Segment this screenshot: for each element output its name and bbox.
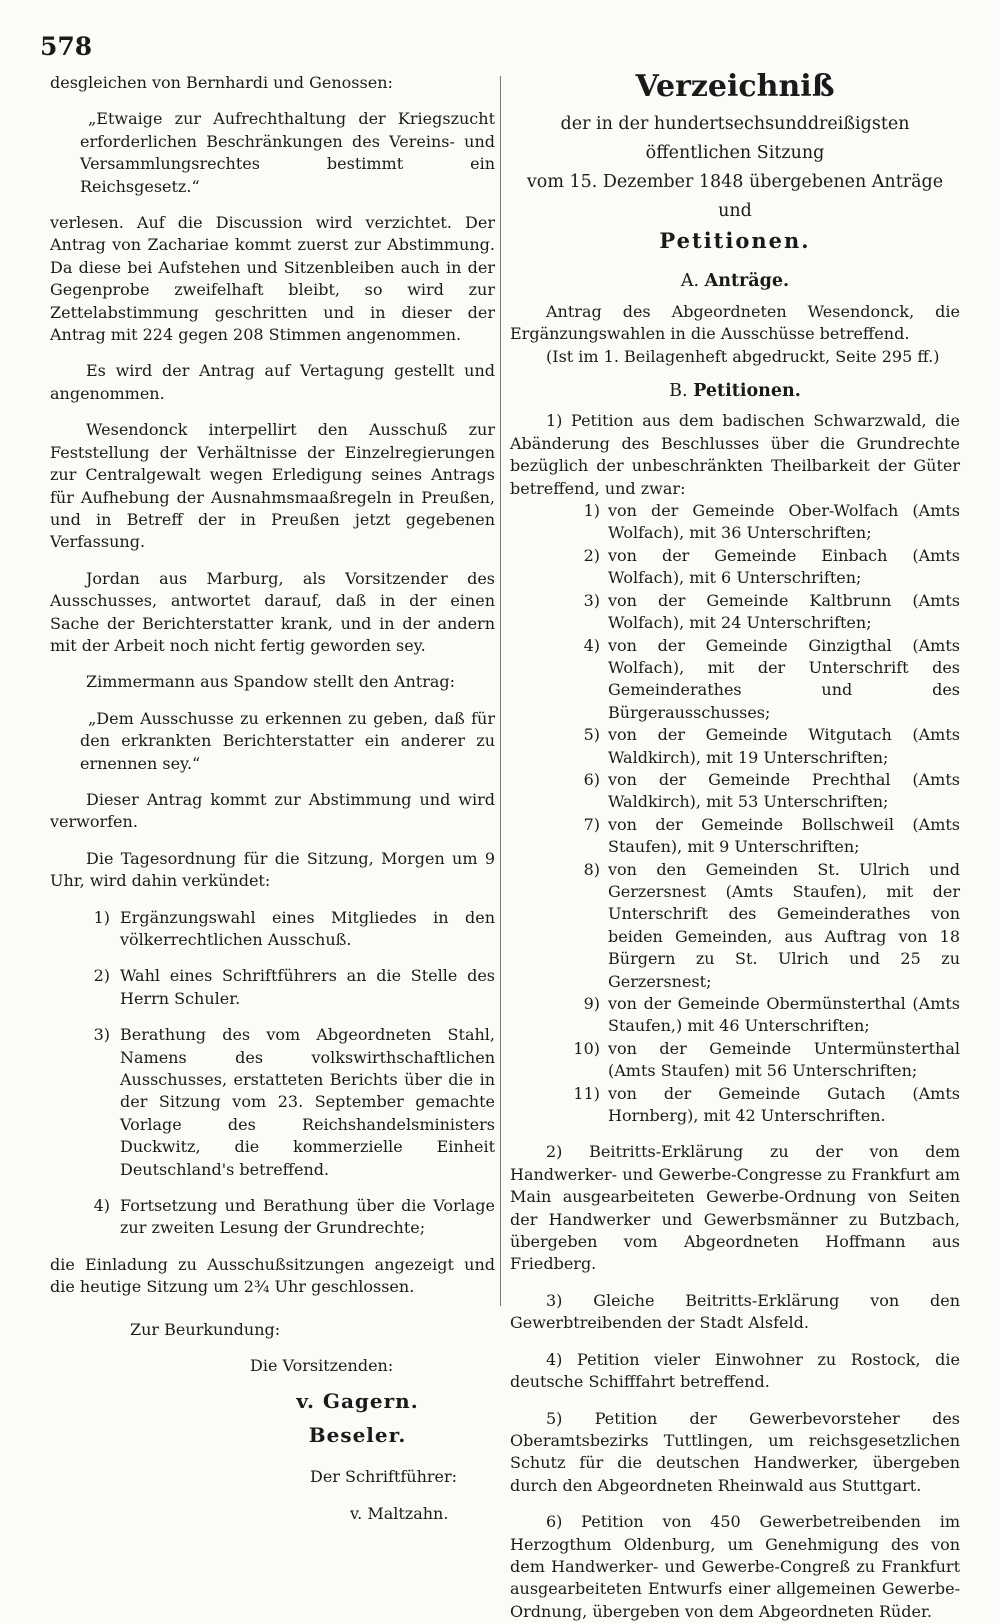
petition-4: 4) Petition vieler Einwohner zu Rostock, die deutsche Schifffahrt betreffend. <box>510 1349 960 1392</box>
left-column <box>50 72 495 1525</box>
item-number: 11) <box>573 1083 600 1103</box>
paragraph-zimmermann: Zimmermann aus Spandow stellt den Antrag: <box>86 672 456 692</box>
section-b-heading <box>510 380 960 402</box>
agenda-text: Berathung des vom Abgeordneten Stahl, Namens des volkswirthschaftlichen Ausschusses, erstatteten Berichts über die in der Sitzung vom 23. September gemachte Vorlage des Reichshandelsministers Duckwitz, die kommerzielle Einheit Deutschland's betreffend. <box>120 1025 495 1179</box>
item-text: von der Gemeinde Ginzigthal (Amts Wolfach), mit der Unterschrift des Gemeinderathes und des Bürgerausschusses; <box>608 635 960 722</box>
item-number: 6) <box>583 769 600 789</box>
item-text: von der Gemeinde Bollschweil (Amts Staufen), mit 9 Unterschriften; <box>608 814 960 857</box>
item-number: 9) <box>583 994 600 1013</box>
item-text: von der Gemeinde Ober-Wolfach (Amts Wolfach), mit 36 Unterschriften; <box>608 501 960 543</box>
petition-1-item <box>510 993 960 1038</box>
item-text: von der Gemeinde Einbach (Amts Wolfach), mit 6 Unterschriften; <box>608 545 960 588</box>
petition-5: 5) Petition der Gewerbevorsteher des Oberamtsbezirks Tuttlingen, um reichsgesetzlichen Schutz für die deutschen Handwerker, übergeben durch den Abgeordneten Rheinwald aus Stuttgart. <box>510 1408 960 1495</box>
agenda-text: Wahl eines Schriftführers an die Stelle des Herrn Schuler. <box>120 966 495 1008</box>
title-line-1: der in der hundertsechsunddreißigsten öffentlichen Sitzung <box>560 114 910 164</box>
paragraph-wesendonck: Wesendonck interpellirt den Ausschuß zur Feststellung der Verhältnisse der Einzelregierungen zur Centralgewalt wegen Erledigung seines Antrags für Aufhebung der Ausnahmsmaaßregeln in Preußen, und in Betreff der in Preußen jetzt gegebenen Verfassung. <box>50 420 495 552</box>
item-text: von der Gemeinde Gutach (Amts Hornberg), mit 42 Unterschriften. <box>608 1083 960 1126</box>
item-number: 7) <box>583 814 600 834</box>
agenda-item <box>50 907 495 952</box>
chair-gagern: v. Gagern. <box>296 1388 419 1413</box>
agenda-number: 4) <box>93 1196 110 1216</box>
column-divider <box>500 76 501 1306</box>
item-text: von der Gemeinde Kaltbrunn (Amts Wolfach), mit 24 Unterschriften; <box>608 590 960 633</box>
item-text: von der Gemeinde Prechthal (Amts Waldkirch), mit 53 Unterschriften; <box>608 769 960 812</box>
secretary-maltzahn: v. Maltzahn. <box>350 1503 449 1523</box>
petition-1-item <box>510 1083 960 1128</box>
agenda-item <box>50 965 495 1010</box>
quote-bernhardi: „Etwaige zur Aufrechthaltung der Kriegszucht erforderlichen Beschränkungen des Vereins- und Versammlungsrechtes bestimmt ein Reichsgesetz.“ <box>80 109 495 196</box>
paragraph-closing: die Einladung zu Ausschußsitzungen angezeigt und die heutige Sitzung um 2¾ Uhr geschlossen. <box>50 1254 495 1297</box>
agenda-text: Ergänzungswahl eines Mitgliedes in den völkerrechtlichen Ausschuß. <box>120 907 495 949</box>
item-number: 2) <box>583 545 600 565</box>
item-text: von der Gemeinde Witgutach (Amts Waldkirch), mit 19 Unterschriften; <box>608 725 960 767</box>
quote-zimmermann: „Dem Ausschusse zu erkennen zu geben, daß für den erkrankten Berichterstatter ein anderer zu ernennen sey.“ <box>80 708 495 773</box>
paragraph-adjournment: Es wird der Antrag auf Vertagung gestellt und angenommen. <box>50 361 495 403</box>
section-a-heading <box>510 270 960 292</box>
agenda-number: 1) <box>93 907 110 927</box>
petition-2: 2) Beitritts-Erklärung zu der von dem Handwerker- und Gewerbe-Congresse zu Frankfurt am Main ausgearbeiteten Gewerbe-Ordnung von Seiten der Handwerker und Gewerbsmänner zu Butzbach, übergeben vom Abgeordneten Hoffmann aus Friedberg. <box>510 1142 960 1274</box>
paragraph-agenda-intro: Die Tagesordnung für die Sitzung, Morgen um 9 Uhr, wird dahin verkündet: <box>50 848 495 891</box>
paragraph-jordan: Jordan aus Marburg, als Vorsitzender des Ausschusses, antwortet darauf, daß in der einen Sache der Berichterstatter krank, und in der andern mit der Arbeit noch nicht fertig geworden sey. <box>50 568 495 655</box>
petition-1-item <box>510 1038 960 1083</box>
antrag-text: Antrag des Abgeordneten Wesendonck, die Ergänzungswahlen in die Ausschüsse betreffend. <box>510 301 960 344</box>
section-b-label: B. <box>669 381 688 402</box>
petition-1-intro: 1) Petition aus dem badischen Schwarzwald, die Abänderung des Beschlusses über die Grundrechte bezüglich der unbeschränkten Theilbarkeit der Güter betreffend, und zwar: <box>510 411 960 498</box>
chair-beseler: Beseler. <box>308 1422 407 1447</box>
signature-intro: Zur Beurkundung: <box>130 1319 281 1339</box>
petition-1-item <box>510 769 960 814</box>
page-number: 578 <box>40 32 93 61</box>
item-text: von der Gemeinde Untermünsterthal (Amts Staufen) mit 56 Unterschriften; <box>608 1038 960 1081</box>
petition-1-item <box>510 859 960 993</box>
antrag-note: (Ist im 1. Beilagenheft abgedruckt, Seite 295 ff.) <box>546 346 940 366</box>
item-text: von der Gemeinde Obermünsterthal (Amts Staufen,) mit 46 Unterschriften; <box>608 994 960 1036</box>
petition-6: 6) Petition von 450 Gewerbetreibenden im Herzogthum Oldenburg, um Genehmigung des von dem Handwerker- und Gewerbe-Congreß zu Frankfurt ausgearbeiteten Entwurfs einer allgemeinen Gewerbe-Ordnung, übergeben von dem Abgeordneten Rüder. <box>510 1512 960 1621</box>
secretary-label: Der Schriftführer: <box>310 1467 458 1487</box>
agenda-item <box>50 1195 495 1240</box>
item-number: 3) <box>583 590 600 610</box>
title-line-2: vom 15. Dezember 1848 übergebenen Anträge und <box>526 172 944 222</box>
agenda-item <box>50 1024 495 1181</box>
item-number: 8) <box>583 859 600 879</box>
section-a-label: A. <box>680 271 700 292</box>
item-text: von den Gemeinden St. Ulrich und Gerzersnest (Amts Staufen), mit der Unterschrift des Gemeinderathes von beiden Gemeinden, aus Auftrag von 18 Bürgern zu St. Ulrich und 25 zu Gerzersnest; <box>608 859 960 991</box>
intro-line: desgleichen von Bernhardi und Genossen: <box>50 73 393 92</box>
paragraph-rejected: Dieser Antrag kommt zur Abstimmung und wird verworfen. <box>50 789 495 832</box>
item-number: 10) <box>573 1038 600 1058</box>
petition-1-item <box>510 814 960 859</box>
petition-1-item <box>510 500 960 545</box>
agenda-number: 2) <box>93 966 110 986</box>
petition-1-item <box>510 635 960 725</box>
agenda-text: Fortsetzung und Berathung über die Vorlage zur zweiten Lesung der Grundrechte; <box>120 1196 495 1238</box>
title-line-3 <box>510 226 960 258</box>
petition-1-item <box>510 545 960 590</box>
right-column <box>510 69 960 1623</box>
petition-3: 3) Gleiche Beitritts-Erklärung von den Gewerbtreibenden der Stadt Alsfeld. <box>510 1290 960 1333</box>
item-number: 5) <box>583 725 600 745</box>
item-number: 1) <box>583 501 600 521</box>
title-petitionen: Petitionen. <box>659 228 811 254</box>
paragraph-vote: verlesen. Auf die Discussion wird verzichtet. Der Antrag von Zachariae kommt zuerst zur Abstimmung. Da diese bei Aufstehen und Sitzenbleiben auch in der Gegenprobe zweifelhaft bleibt, so wird zur Zettelabstimmung geschritten und in dieser der Antrag mit 224 gegen 208 Stimmen angenommen. <box>50 213 495 345</box>
section-a-title: Anträge. <box>704 271 790 292</box>
agenda-number: 3) <box>93 1025 110 1045</box>
page-title: Verzeichniß <box>635 69 835 104</box>
petition-1-item <box>510 590 960 635</box>
section-b-title: Petitionen. <box>693 381 801 402</box>
petition-1-item <box>510 724 960 769</box>
item-number: 4) <box>583 635 600 655</box>
chairs-label: Die Vorsitzenden: <box>250 1356 394 1376</box>
